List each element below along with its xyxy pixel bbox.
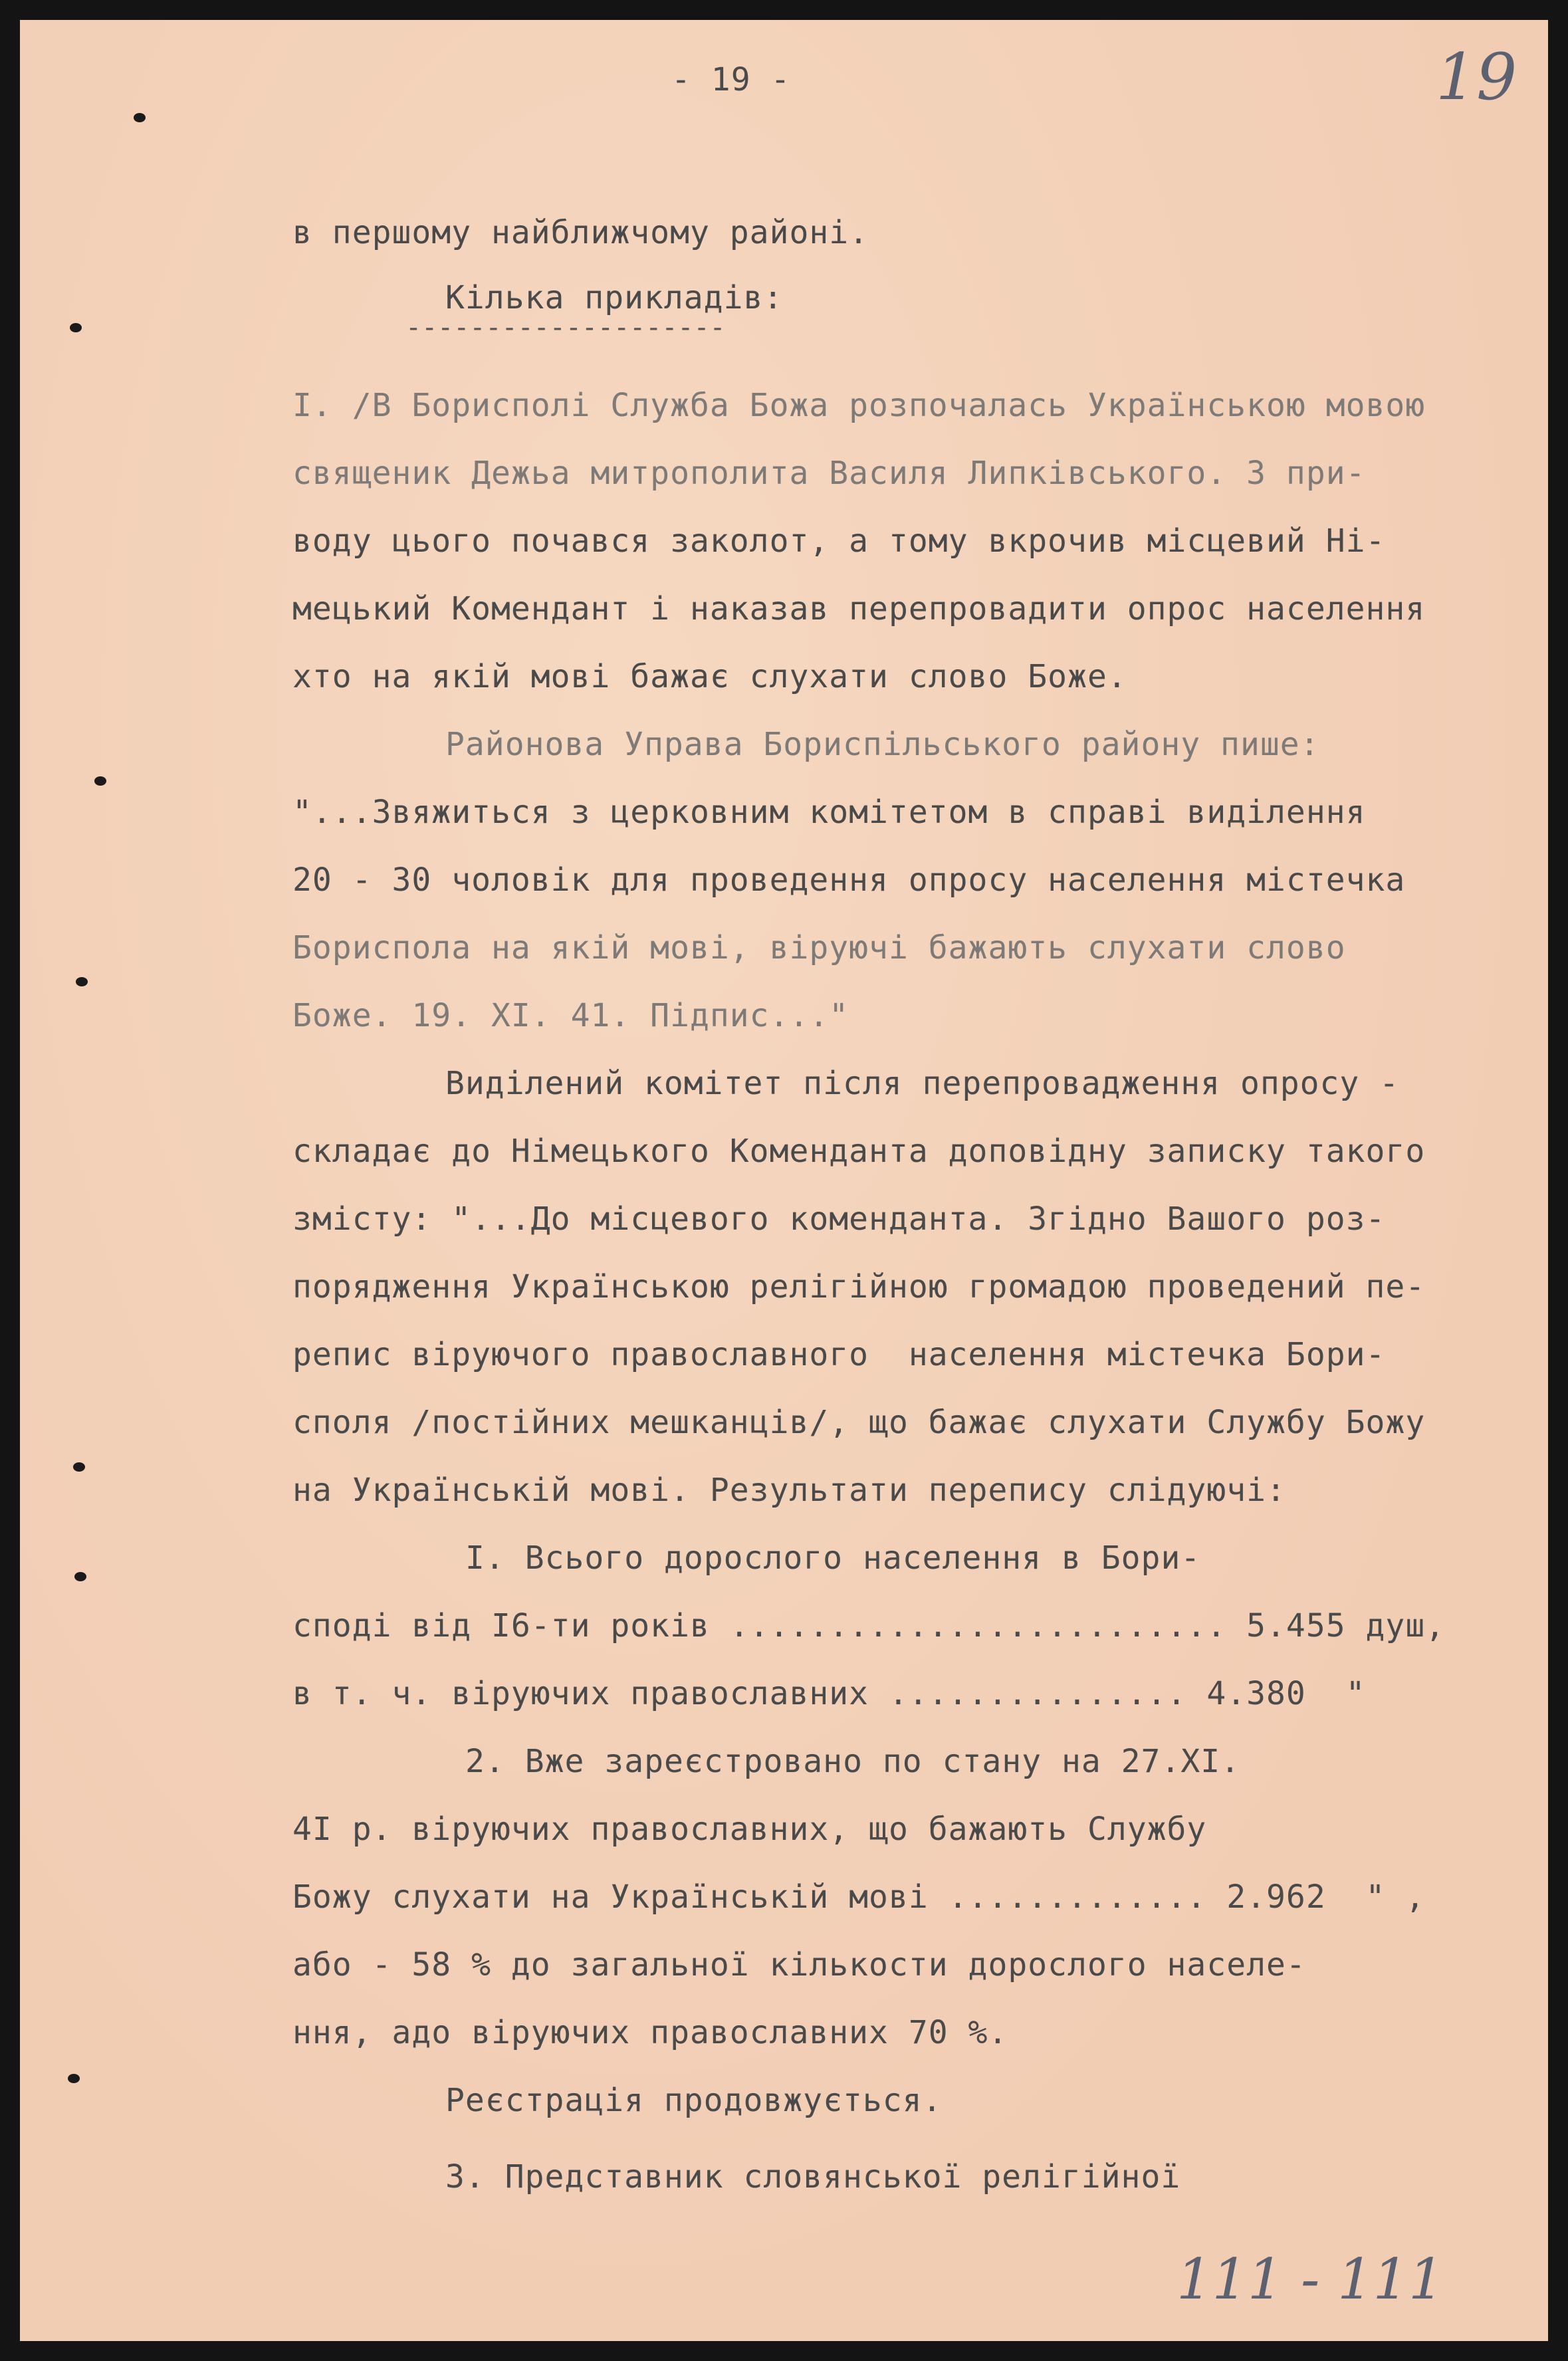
body-line: споді від І6-ти років ......................... 5.455 душ, <box>292 1607 1446 1644</box>
punch-hole <box>76 977 88 986</box>
body-line: мецький Комендант і наказав перепровадити опрос населення <box>292 590 1426 627</box>
body-line: споля /постійних мешканців/, що бажає слухати Службу Божу <box>292 1404 1426 1441</box>
punch-hole <box>94 776 106 786</box>
archive-signature: 111 - 111 <box>1176 2247 1444 2312</box>
body-line: або - 58 % до загальної кількости дорослого населе- <box>292 1946 1306 1983</box>
punch-hole <box>68 2074 80 2083</box>
body-line: репис віруючого православного населення містечка Бори- <box>292 1336 1386 1373</box>
body-line: Районова Управа Бориспільського району пише: <box>445 726 1320 763</box>
body-line: священик Дежьа митрополита Василя Липківського. З при- <box>292 455 1366 492</box>
body-line: складає до Німецького Коменданта доповідну записку такого <box>292 1133 1426 1170</box>
body-line: хто на якій мові бажає слухати слово Боже. <box>292 658 1127 695</box>
punch-hole <box>73 1462 85 1472</box>
body-line: Бориспола на якій мові, віруючі бажають слухати слово <box>292 929 1346 966</box>
body-line: на Українській мові. Результати перепису слідуючі: <box>292 1472 1286 1509</box>
body-line: Боже. 19. ХІ. 41. Підпис..." <box>292 997 849 1034</box>
body-line: "...Звяжиться з церковним комітетом в справі виділення <box>292 794 1366 831</box>
body-line: в т. ч. віруючих православних ............... 4.380 " <box>292 1675 1366 1712</box>
body-line: воду цього почався заколот, а тому вкрочив місцевий Ні- <box>292 522 1386 560</box>
body-line: 4І р. віруючих православних, що бажають Службу <box>292 1811 1207 1848</box>
archive-folio-number: 19 <box>1436 40 1517 114</box>
subtitle-underline: -------------------- <box>405 312 726 343</box>
body-line: 2. Вже зареєстровано по стану на 27.ХІ. <box>465 1743 1241 1780</box>
section-subtitle: Кілька прикладів: <box>445 279 784 316</box>
punch-hole <box>134 113 146 122</box>
body-line: І. /В Борисполі Служба Божа розпочалась Українською мовою <box>292 387 1426 424</box>
continuation-line: в першому найближчому районі. <box>292 214 869 251</box>
body-line: 20 - 30 чоловік для проведення опросу населення містечка <box>292 861 1406 899</box>
body-line: Реєстрація продовжується. <box>445 2082 943 2119</box>
body-line: порядження Українською релігійною громадою проведений пе- <box>292 1268 1426 1305</box>
body-line: ння, адо віруючих православних 70 %. <box>292 2014 1008 2051</box>
punch-hole <box>70 323 82 332</box>
body-line: Виділений комітет після перепровадження опросу - <box>445 1065 1400 1102</box>
body-line: 3. Представник словянської релігійної <box>445 2158 1181 2195</box>
punch-hole <box>74 1572 86 1581</box>
document-page <box>20 20 1548 2341</box>
body-line: Божу слухати на Українській мові ............. 2.962 " , <box>292 1878 1426 1916</box>
body-line: змісту: "...До місцевого коменданта. Згідно Вашого роз- <box>292 1200 1386 1238</box>
page-number: - 19 - <box>671 61 791 98</box>
body-line: І. Всього дорослого населення в Бори- <box>465 1539 1201 1577</box>
